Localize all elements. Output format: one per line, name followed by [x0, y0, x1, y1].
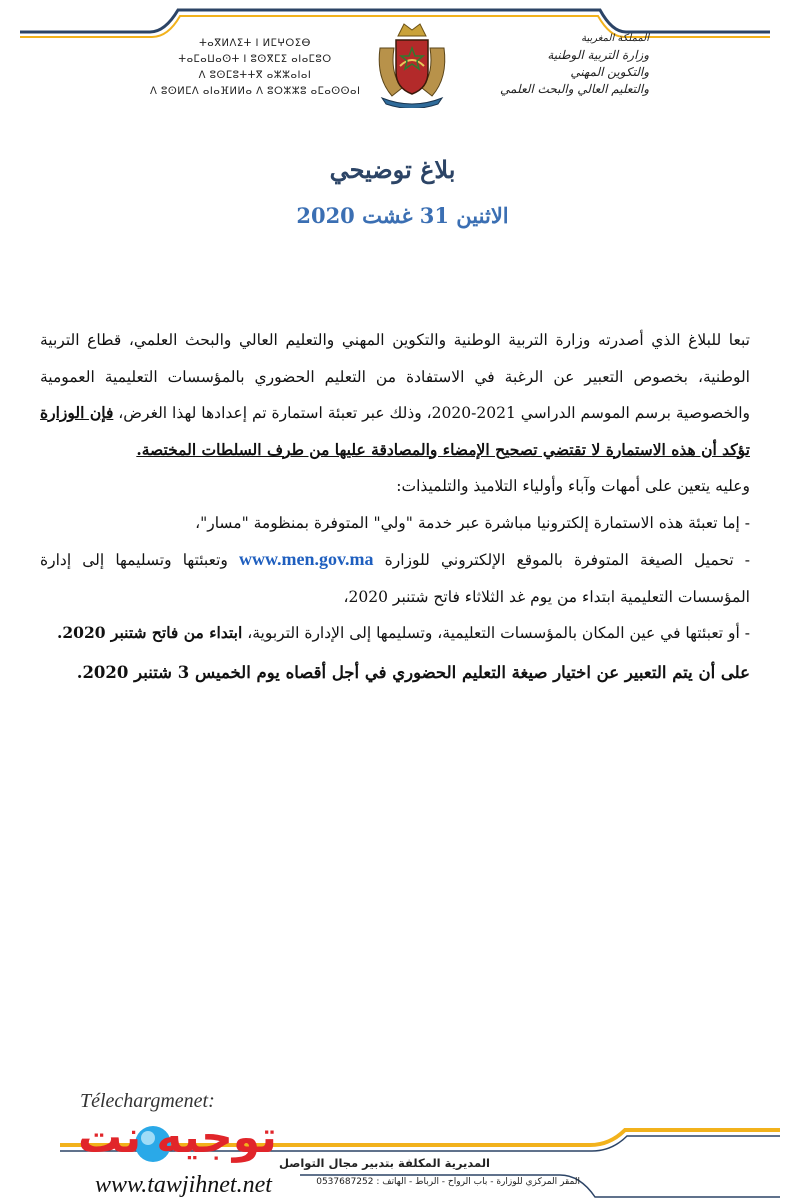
ministry-line: والتعليم العالي والبحث العلمي: [500, 82, 649, 96]
document-title: بلاغ توضيحي: [329, 155, 456, 184]
tifinagh-line: ⴷ ⵓⵙⵍⵎⴷ ⴰⵏⴰⴼⵍⵍⴰ ⴷ ⵓⵔⵣⵣⵓ ⴰⵎⴰⵙⵙⴰⵏ: [150, 86, 361, 97]
option-download: - تحميل الصيغة المتوفرة بالموقع الإلكتروني للوزارة www.men.gov.ma وتعبئتها وتسليمها إلى إدارة المؤسسات التعليمية ابتداء من يوم غد الثلاثاء فاتح شتنبر 2020،: [40, 549, 750, 606]
document-body: [40, 322, 750, 694]
option-online: - إما تعبئة هذه الاستمارة إلكترونيا مباشرة عبر خدمة "ولي" المتوفرة بمنظومة "مسار"،: [195, 513, 750, 532]
tifinagh-ministry-name: [150, 36, 360, 100]
option-onsite: - أو تعبئتها في عين المكان بالمؤسسات التعليمية، وتسليمها إلى الإدارة التربوية، ابتداء من فاتح شتنبر 2020.: [56, 623, 750, 642]
tawjihnet-site-link[interactable]: www.tawjihnet.net: [95, 1172, 272, 1198]
communication-department: المديرية المكلفة بتدبير مجال التواصل: [278, 1156, 490, 1170]
ministry-line: والتكوين المهني: [570, 65, 649, 79]
intro-paragraph: تبعا للبلاغ الذي أصدرته وزارة التربية الوطنية والتكوين المهني والتعليم العالي والبحث العلمي، قطاع التربية الوطنية، بخصوص التعبير عن الرغبة في الاستفادة من التعليم الحضوري بالمؤسسات التعليمية العمومية والخصوصية برسم الموسم الدراسي 2021-2020، وذلك عبر تعبئة استمارة تم إعدادها لهذا الغرض، فإن الوزارة تؤكد أن هذه الاستمارة لا تقتضي تصحيح الإمضاء والمصادقة عليها من طرف السلطات المختصة.: [40, 331, 750, 459]
ministry-name-arabic: [429, 30, 649, 98]
deadline-statement: على أن يتم التعبير عن اختيار صيغة التعليم الحضوري في أجل أقصاه يوم الخميس 3 شتنبر 2020.: [76, 662, 750, 682]
ministry-line: وزارة التربية الوطنية: [547, 48, 649, 62]
tawjihnet-logo-text: توجيه نت: [78, 1112, 277, 1163]
tifinagh-line: ⵜⴰⵎⴰⵡⴰⵙⵜ ⵏ ⵓⵙⴳⵎⵉ ⴰⵏⴰⵎⵓⵔ: [178, 54, 332, 65]
parents-instruction: وعليه يتعين على أمهات وآباء وأولياء التلاميذ والتلميذات:: [396, 477, 750, 495]
ministry-address: المقر المركزي للوزارة - باب الرواح - الرباط - الهاتف : 0537687252: [316, 1177, 580, 1187]
ministry-website-link[interactable]: www.men.gov.ma: [239, 549, 374, 569]
document-date: الاثنين 31 غشت 2020: [296, 203, 509, 228]
kingdom-name: المملكة المغربية: [581, 33, 649, 44]
emphasis-statement: فإن الوزارة تؤكد أن هذه الاستمارة لا تقتضي تصحيح الإمضاء والمصادقة عليها من طرف السلطات المختصة.: [40, 403, 750, 459]
tifinagh-line: ⵜⴰⴳⵍⴷⵉⵜ ⵏ ⵍⵎⵖⵔⵉⴱ: [199, 38, 311, 49]
tifinagh-line: ⴷ ⵓⵙⵎⵓⵜⵜⴳ ⴰⵣⵣⴰⵏⴰⵏ: [198, 70, 312, 81]
download-label: Télechargmenet:: [80, 1090, 215, 1112]
